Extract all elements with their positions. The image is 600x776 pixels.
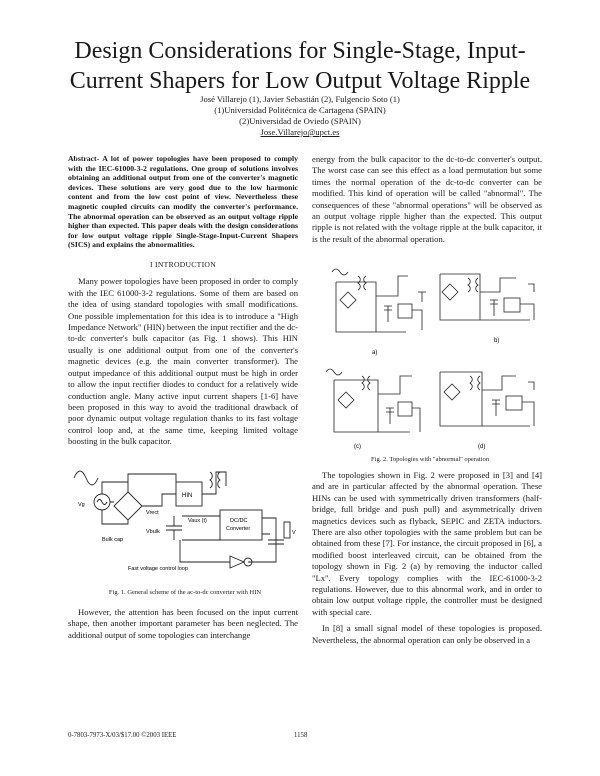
footer-isbn: 0-7803-7973-X/03/$17.00 ©2003 IEEE <box>68 732 177 739</box>
title-line-1: Design Considerations for Single-Stage, Input- <box>74 38 526 64</box>
topology-b <box>440 274 534 320</box>
fig1-label-dcdc: DC/DC <box>230 518 248 524</box>
figure-2-topologies <box>318 262 542 462</box>
fig2-label-d: (d) <box>478 444 486 450</box>
fig1-label-control-loop: Fast voltage control loop <box>128 566 188 572</box>
abstract <box>68 154 298 250</box>
right-paragraph-2: The topologies shown in Fig. 2 were proposed in [3] and [4] and are in particular affected by the abnormal operation. These HINs can be used with symmetrically driven transformers (half-bridge, full bridge and push pull) and asymmetrically driven magnetics devices such as flyback, SEPIC and ZETA inductors. There are also other topologies with the same problem but can be obtained from these [7]. For instance, the circuit proposed in [6], a modified boost interleaved circuit, can be obtained from the topology shown in Fig. 2 (a) by removing the inductor called "Lx". Every topology complies with the IEC-61000-3-2 regulations. However, due to this abnormal work, and in order to obtain low output voltage ripple, the controller must be designed with special care. <box>312 470 542 617</box>
affiliation-2: (2)Universidad de Oviedo (SPAIN) <box>239 116 361 126</box>
author-block <box>60 94 540 138</box>
right-paragraph-1: energy from the bulk capacitor to the dc-to-dc converter's output. The worst case can see this effect as a load permutation but some times the normal operation of the dc-to-dc converter can be modified. This kind of operation will be called "abnormal". The consequences of these "abnormal operations" will be observed as an output voltage ripple higher than the expected. This output ripple is not related with the voltage ripple at the bulk capacitor, it is the result of the abnormal operation. <box>312 154 542 244</box>
right-column-bottom <box>312 470 542 651</box>
rectifier-bridge <box>114 492 142 520</box>
fig1-label-vbulk: Vbulk <box>146 529 160 535</box>
fig2-label-a: a) <box>372 350 378 356</box>
paper-title <box>40 36 560 96</box>
feedback-amplifier-symbol <box>230 556 244 568</box>
topology-c <box>326 369 420 432</box>
fig1-label-vout: V <box>292 530 296 536</box>
fig2-label-c: (c) <box>354 444 361 450</box>
topology-a <box>332 269 426 332</box>
fig1-label-hin: HIN <box>182 493 193 499</box>
fig1-label-converter: Converter <box>226 526 251 532</box>
intro-paragraph-1: Many power topologies have been proposed in order to comply with the IEC 61000-3-2 regulations. Some of them are based on the idea of using standard topologies with small modifications. One possible implementation for this idea is to introduce a "High Impedance Network" (HIN) between the input rectifier and the dc-to-dc converter's bulk capacitor (as Fig. 1 shows). This HIN usually is one additional output from one of the converter's magnetic devices (e.g. the main converter transformer). The output impedance of this additional output must be high in order to allow the input rectifier diodes to conduct for a relatively wide conduction angle. Many active input current shapers [1-6] have been proposed in this way to avoid the traditional drawback of poor dynamic output voltage regulation thanks to its fast voltage control loop and, at the same time, keeping limited voltage boosting in the bulk capacitor. <box>68 276 298 447</box>
left-column-continued <box>68 607 298 646</box>
fig1-label-bulk: Bulk cap <box>102 537 124 543</box>
title-line-2: Current Shapers for Low Output Voltage Ripple <box>69 68 531 94</box>
intro-paragraph-2: However, the attention has been focused on the input current shape, then another important parameter has been neglected. The additional output of some topologies can interchange <box>68 607 298 640</box>
fig1-label-vg: Vg <box>78 502 85 508</box>
fig2-label-b: b) <box>494 338 500 344</box>
bulk-capacitor-symbol <box>166 516 182 540</box>
figure-1-schematic <box>70 458 300 576</box>
left-column <box>68 154 298 453</box>
figure-1-caption: Fig. 1. General scheme of the ac-to-dc converter with HIN <box>108 589 262 596</box>
fig1-label-vrect: Vrect <box>146 510 159 516</box>
right-paragraph-3: In [8] a small signal model of these topologies is proposed. Nevertheless, the abnormal operation can only be observed in a <box>312 623 542 645</box>
input-sine-wave <box>74 471 98 485</box>
figure-2-caption: Fig. 2. Topologies with "abnormal" operation <box>371 456 489 463</box>
footer-page-number: 1158 <box>294 732 308 739</box>
transformer-symbol <box>210 472 220 488</box>
author-email[interactable]: Jose.Villarejo@upct.es <box>260 127 340 137</box>
right-column-top <box>312 154 542 250</box>
dcdc-converter-box <box>220 510 262 540</box>
author-names: José Villarejo (1), Javier Sebastián (2), Fulgencio Soto (1) <box>200 94 400 104</box>
topology-d <box>440 372 534 426</box>
fig1-label-vaux: Vaux (t) <box>188 518 207 524</box>
section-heading-introduction: I INTRODUCTION <box>150 259 216 269</box>
abstract-text: Abstract- A lot of power topologies have been proposed to comply with the IEC-61000-3-2 regulations. One group of solutions involves obtaining an additional output from one of the converter's magnetic devices. These solutions are very good due to the low harmonic content and from the low cost point of view. Nevertheless these magnetic coupled circuits can modify the converter's performance. The abnormal operation can be observed as an output voltage ripple higher than expected. This paper deals with the design considerations for low output voltage ripple Single-Stage-Input-Current Shapers (SICS) and explains the abnormalities. <box>68 154 298 250</box>
affiliation-1: (1)Universidad Politécnica de Cartagena (SPAIN) <box>214 105 386 115</box>
